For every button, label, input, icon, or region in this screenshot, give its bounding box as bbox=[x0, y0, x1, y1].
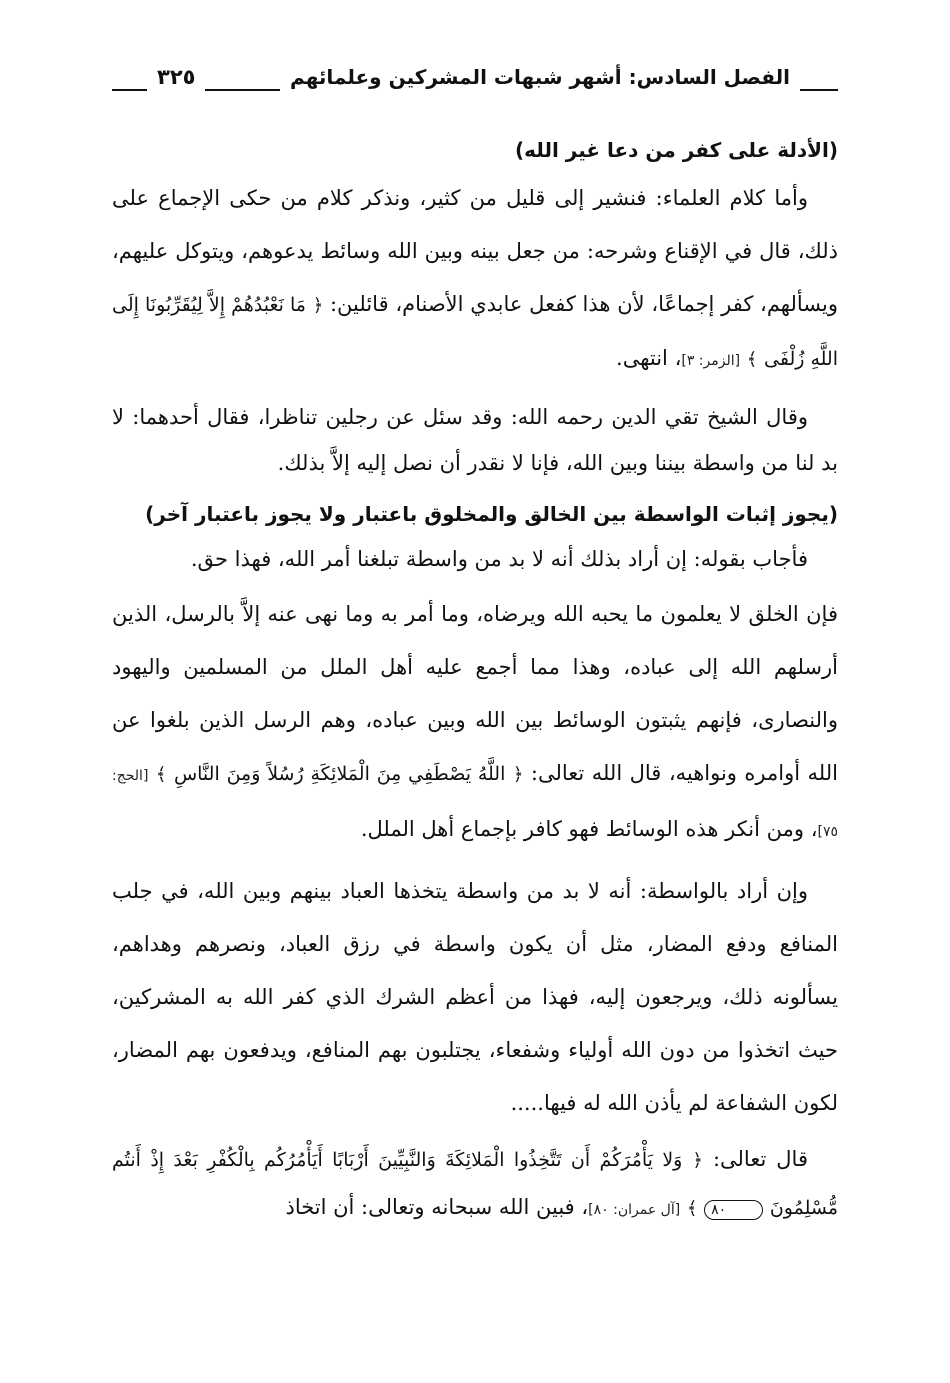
page-content bbox=[112, 128, 838, 1239]
quran-verse-zumar: مَا نَعْبُدُهُمْ إِلاَّ لِيُقَرِّبُونَا إِلَى اللَّهِ زُلْفَى bbox=[112, 294, 838, 370]
paragraph-text: وأما كلام العلماء: فنشير إلى قليل من كثير، ونذكر كلام من حكى الإجماع على ذلك، قال في الإقناع وشرحه: من جعل بينه وبين الله وسائط يدعوهم، ويتوكل عليهم، ويسألهم، كفر إجماعًا، لأن هذا كفعل عابدي الأصنام، قائلين: bbox=[112, 186, 838, 316]
paragraph-tail: ، فبين الله سبحانه وتعالى: أن اتخاذ bbox=[285, 1195, 589, 1219]
quran-ornament-open: ﴿ bbox=[692, 1150, 703, 1171]
chapter-title: الفصل السادس: أشهر شبهات المشركين وعلمائهم bbox=[280, 62, 800, 92]
paragraph-tail: ، انتهى. bbox=[616, 346, 682, 370]
paragraph-lead: قال تعالى: bbox=[712, 1147, 808, 1171]
paragraph-taqi-al-din: وقال الشيخ تقي الدين رحمه الله: وقد سئل عن رجلين تناظرا، فقال أحدهما: لا بد لنا من واسطة بيننا وبين الله، فإنا لا نقدر أن نصل إليه إلاَّ بذلك. bbox=[112, 405, 838, 475]
quran-ornament-open: ﴿ bbox=[512, 764, 524, 785]
quran-ornament-close: ﴾ bbox=[746, 349, 758, 370]
section-heading-evidence: (الأدلة على كفر من دعا غير الله) bbox=[515, 138, 838, 162]
paragraph-scholars-consensus bbox=[112, 172, 838, 388]
paragraph-al-imran bbox=[112, 1136, 838, 1233]
page-number: ٣٢٥ bbox=[147, 62, 205, 92]
paragraph-messengers bbox=[112, 588, 838, 859]
verse-reference: [الزمر: ٣] bbox=[681, 353, 741, 369]
quran-ornament-close: ﴾ bbox=[686, 1198, 698, 1219]
paragraph-text: فإن الخلق لا يعلمون ما يحبه الله ويرضاه، وما أمر به وما نهى عنه إلاَّ بالرسل، الذين أرسلهم الله إلى عباده، وهذا مما أجمع عليه أهل الملل من المسلمين واليهود والنصارى، فإنهم يثبتون الوسائط بين الله وبين عباده، وهم الرسل الذين بلغوا عن الله أوامره ونواهيه، قال الله تعالى: bbox=[112, 602, 838, 785]
section-heading-intermediary: (يجوز إثبات الواسطة بين الخالق والمخلوق باعتبار ولا يجوز باعتبار آخر) bbox=[145, 502, 838, 526]
quran-ornament-close: ﴾ bbox=[155, 764, 167, 785]
verse-reference: [آل عمران: ٨٠] bbox=[588, 1202, 681, 1218]
verse-reference: [الحج: ٧٥] bbox=[112, 768, 838, 840]
paragraph-intermediary-shirk: وإن أراد بالواسطة: أنه لا بد من واسطة يتخذها العباد بينهم وبين الله، في جلب المنافع ودفع المضار، مثل أن يكون واسطة في رزق العباد، ونصرهم وهداهم، يسألونه ذلك، ويرجعون إليه، فهذا من أعظم الشرك الذي كفر الله به المشركين، حيث اتخذوا من دون الله أولياء وشفعاء، يجتلبون بهم المنافع، ويدفعون بهم المضار، لكون الشفاعة لم يأذن الله له فيها..... bbox=[112, 879, 838, 1115]
paragraph-tail: ، ومن أنكر هذه الوسائط فهو كافر بإجماع أهل الملل. bbox=[360, 817, 818, 841]
ayah-number-marker: ٨٠ bbox=[704, 1200, 763, 1220]
quran-verse-hajj: اللَّهُ يَصْطَفِي مِنَ الْمَلائِكَةِ رُسُلاً وَمِنَ النَّاسِ bbox=[173, 763, 506, 785]
quran-verse-al-imran: وَلا يَأْمُرَكُمْ أَن تَتَّخِذُوا الْمَلائِكَةَ وَالنَّبِيِّينَ أَرْبَابًا أَيَأْمُرُكُم بِالْكُفْرِ بَعْدَ إِذْ أَنتُم مُّسْلِمُونَ bbox=[112, 1149, 838, 1219]
paragraph-answer: فأجاب بقوله: إن أراد بذلك أنه لا بد من واسطة تبلغنا أمر الله، فهذا حق. bbox=[190, 547, 808, 571]
quran-ornament-open: ﴿ bbox=[312, 295, 324, 316]
running-header bbox=[112, 58, 838, 98]
